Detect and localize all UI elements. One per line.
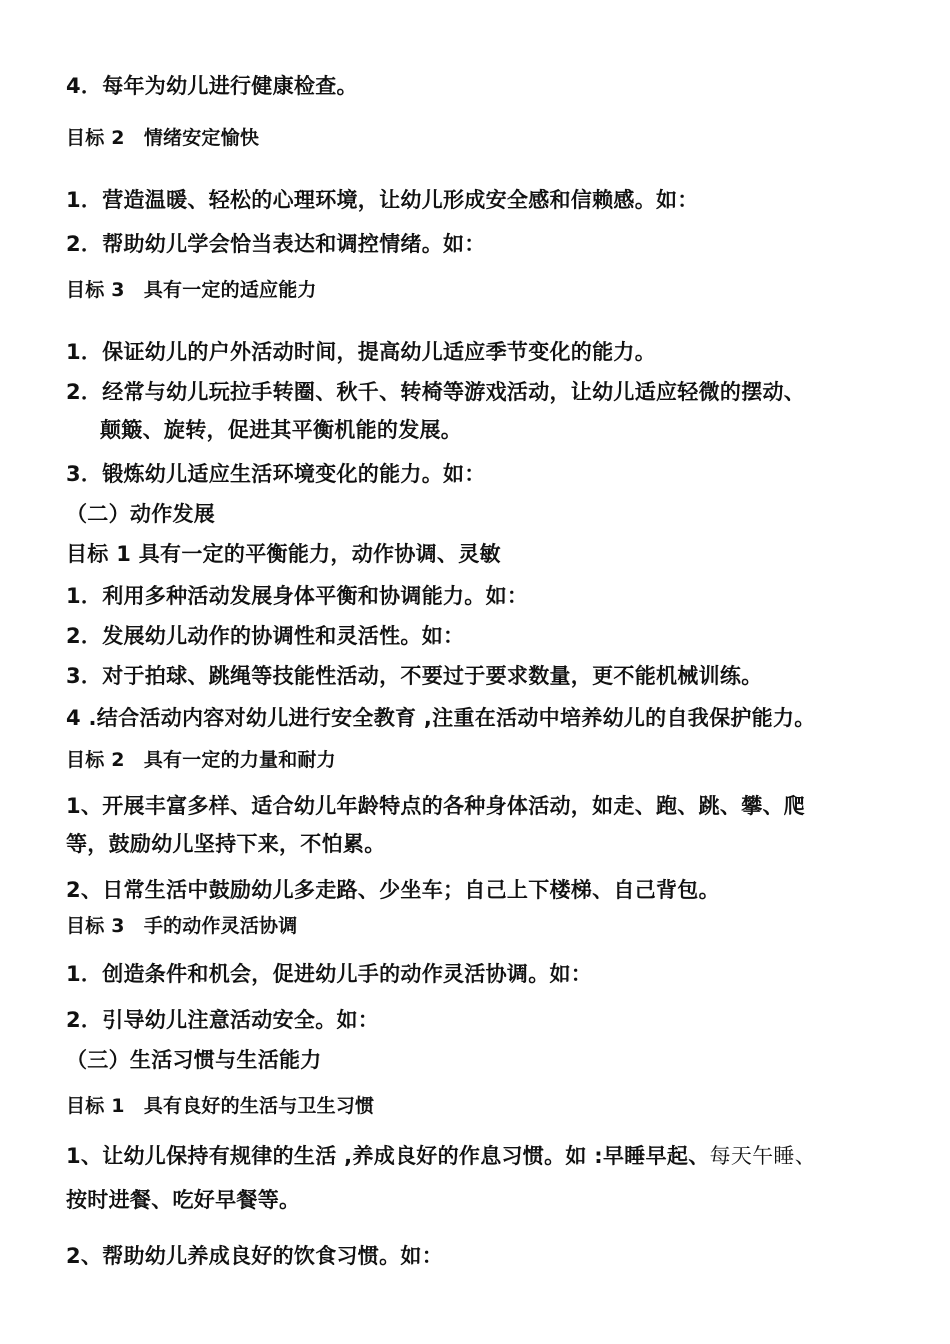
list-item: 2、帮助幼儿养成良好的饮食习惯。如： [66, 1244, 444, 1268]
section-heading: （二）动作发展 [66, 502, 216, 526]
list-item: 2、日常生活中鼓励幼儿多走路、少坐车；自己上下楼梯、自己背包。 [66, 878, 720, 902]
list-item: 1．利用多种活动发展身体平衡和协调能力。如： [66, 584, 529, 608]
goal-heading: 目标 2 具有一定的力量和耐力 [66, 749, 336, 771]
list-item [66, 1142, 816, 1170]
goal-heading: 目标 1 具有良好的生活与卫生习惯 [66, 1095, 375, 1117]
item-health-check: 4．每年为幼儿进行健康检查。 [66, 74, 358, 98]
list-item: 2．发展幼儿动作的协调性和灵活性。如： [66, 624, 465, 648]
list-item: 1．营造温暖、轻松的心理环境，让幼儿形成安全感和信赖感。如： [66, 188, 699, 212]
list-item-continuation: 按时进餐、吃好早餐等。 [66, 1188, 301, 1212]
list-item: 3．对于拍球、跳绳等技能性活动，不要过于要求数量，更不能机械训练。 [66, 664, 763, 688]
list-item: 2．帮助幼儿学会恰当表达和调控情绪。如： [66, 232, 486, 256]
list-item: 3．锻炼幼儿适应生活环境变化的能力。如： [66, 462, 486, 486]
list-item: 4 .结合活动内容对幼儿进行安全教育 ,注重在活动中培养幼儿的自我保护能力。 [66, 706, 816, 730]
list-item-bold-part: 1、让幼儿保持有规律的生活 ,养成良好的作息习惯。如 :早睡早起、 [66, 1144, 710, 1168]
goal-heading: 目标 1 具有一定的平衡能力，动作协调、灵敏 [66, 542, 501, 566]
list-item: 1．创造条件和机会，促进幼儿手的动作灵活协调。如： [66, 962, 593, 986]
list-item-continuation: 等，鼓励幼儿坚持下来，不怕累。 [66, 832, 386, 856]
goal-heading: 目标 3 具有一定的适应能力 [66, 279, 317, 301]
section-heading: （三）生活习惯与生活能力 [66, 1048, 322, 1072]
list-item: 1．保证幼儿的户外活动时间，提高幼儿适应季节变化的能力。 [66, 340, 657, 364]
list-item: 2．引导幼儿注意活动安全。如： [66, 1008, 380, 1032]
list-item-normal-part: 每天午睡、 [709, 1144, 817, 1168]
goal-heading: 目标 2 情绪安定愉快 [66, 127, 260, 149]
goal-heading: 目标 3 手的动作灵活协调 [66, 915, 298, 937]
list-item: 2．经常与幼儿玩拉手转圈、秋千、转椅等游戏活动，让幼儿适应轻微的摆动、 [66, 380, 806, 404]
list-item: 1、开展丰富多样、适合幼儿年龄特点的各种身体活动，如走、跑、跳、攀、爬 [66, 794, 806, 818]
list-item-continuation: 颠簸、旋转，促进其平衡机能的发展。 [100, 418, 463, 442]
